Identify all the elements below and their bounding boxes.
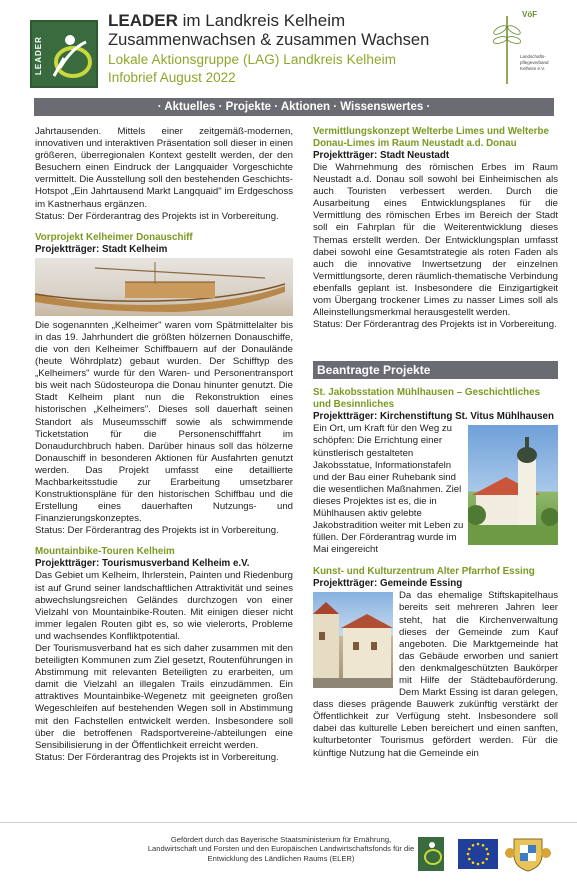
project-body-donauschiff: Die sogenannten „Kelheimer" waren vom Spätmittelalter bis in das 19. Jahrhundert die größten hölzernen Donauschiffe, die von den Kelheimer Schiffbauern auf der Donaulände (heute Wöhrdplatz) gebaut wurden. Der Schifftyp des „Kelheimers" wurde für den Waren- und Personentransport bis weit nach Südosteuropa die Donau hinunter genutzt. Die Stadt Kelheim plant nun die Rekonstruktion eines historischen „Kelheimers". Dieses soll dauerhaft seinen Standort als Museumsschiff sowie als schwimmende Ticketstation für die Personenschifffahrt im Donaudurchbruch haben. Darüber hinaus soll das hölzerne Donauschiff in besonderen Aktionen für Ausfahrten genutzt werden. Das Projekt umfasst eine detaillierte Machbarkeitsstudie zur Erarbeitung umsetzbarer Konstruktionspläne für den historischen Schiffbau und die Erstellung eines dauerhaften Nutzungs- und Finanzierungskonzeptes.: [35, 319, 293, 525]
header-subtitle: Zusammenwachsen & zusammen Wachsen: [108, 31, 430, 49]
vef-logo: [492, 10, 554, 90]
eu-stars-icon: [458, 839, 498, 869]
church-image: [468, 425, 558, 545]
project-status-mountainbike: Status: Der Förderantrag des Projekts ist in Vorbereitung.: [35, 751, 279, 763]
section-beantragte-projekte: Beantragte Projekte: [313, 361, 558, 379]
church-photo: [468, 425, 558, 545]
jakobsstation-block: [313, 423, 558, 556]
header-lag: Lokale Aktionsgruppe (LAG) Landkreis Kelheim: [108, 52, 397, 67]
vef-logo-title: VöF: [522, 10, 538, 19]
header-issue: Infobrief August 2022: [108, 70, 236, 85]
dragonfly-icon: [492, 10, 522, 88]
left-column: [35, 126, 293, 764]
project-body-mountainbike-2: Der Tourismusverband hat es sich daher zusammen mit den beteiligten Kommunen zum Ziel gesetzt, Routenführungen in Abstimmung mit relevanten Beteiligten zu erarbeiten, um damit die Vielzahl an illegalen Trails einzudämmen. Ein attraktives Mountainbike-Wegenetz mit geeigneten großen Wegeschleifen auf bestehenden Wegen soll in Abstimmung mit den Fachstellen entwickelt werden. Insbesondere soll über die betroffenen Radsportvereine-/abteilungen eine Sensibilisierung in der Öffentlichkeit erreicht werden.: [35, 643, 293, 751]
project-title-pfarrhof: Kunst- und Kulturzentrum Alter Pfarrhof Essing: [313, 566, 535, 578]
project-owner-jakobsstation: Projektträger: Kirchenstiftung St. Vitus Mühlhausen: [313, 411, 554, 423]
right-column: [313, 126, 558, 760]
project-title-donauschiff: Vorprojekt Kelheimer Donauschiff: [35, 231, 193, 243]
street-image: [313, 592, 393, 688]
project-owner-mountainbike: Projektträger: Tourismusverband Kelheim e.V.: [35, 558, 250, 570]
bavaria-crest-icon: [504, 833, 552, 873]
street-photo: [313, 592, 393, 688]
project-body-pfarrhof: Da das ehemalige Stiftskapitelhaus bereits seit mehreren Jahren leer steht, hat die Kirchenverwaltung dieses der Gemeinde zum Kauf angeboten. Die Marktgemeinde hat das Gebäude erworben und saniert den denkmalgeschützten Baukörper mit Hilfe der Städtebauförderung. Dem Markt Essing ist daran gelegen, dass dieses prägende Bauwerk zukünftig verstärkt der Öffentlichkeit zur Verfügung steht. Insbesondere soll dabei das kulturelle Leben bereichert und einen sanften, kulturbetonter Tourismus gefördert werden. Für die künftige Nutzung hat die Gemeinde ein: [313, 590, 558, 759]
bavaria-coat-of-arms-logo: [504, 833, 552, 873]
project-body-mountainbike-1: Das Gebiet um Kelheim, Ihrlerstein, Painten und Riedenburg ist auf Grund seiner landschaftlichen Attraktivität und seines abwechslungsreichen Geländes durchzogen von einer Vielzahl von Mountainbike-Routen. Mit einigen dieser nicht immer legalen Routen gibt es, so wie vielerorts, Probleme und wachsendes Konfliktpotential.: [35, 570, 293, 642]
project-title-jakobsstation: St. Jakobsstation Mühlhausen – Geschichtliches und Besinnliches: [313, 387, 541, 411]
funding-notice: Gefördert durch das Bayerische Staatsministerium für Ernährung, Landwirtschaft und Forsten und den Europäischen Landwirtschaftsfonds für die Entwicklung des Ländlichen Raums (ELER): [147, 835, 415, 863]
vef-logo-subtitle: Landschafts-pflegeverband Kelheim e.V.: [520, 54, 549, 71]
leader-logo-text: LEADER: [34, 36, 43, 76]
pfarrhof-block: [313, 590, 558, 759]
project-title-mountainbike: Mountainbike-Touren Kelheim: [35, 546, 175, 558]
project-owner-limes: Projektträger: Stadt Neustadt: [313, 150, 450, 161]
project-title-limes: Vermittlungskonzept Welterbe Limes und Welterbe Donau-Limes im Raum Neustadt a.d. Donau: [313, 126, 549, 149]
project-body-jakobsstation: Ein Ort, um Kraft für den Weg zu schöpfen: Die Errichtung einer künstlerisch gestalteten Jakobsstatue, Informationstafeln und der Bau einer Ruhebank sind die wesentlichen Maßnahmen. Ziel dieses Projektes ist es, die in Mühlhausen aktiv gelebte Jakobstradition weiter mit Leben zu füllen. Der Förderantrag wurde im Mai eingereicht: [313, 423, 464, 556]
header-title: LEADER im Landkreis Kelheim: [108, 11, 346, 30]
project-status-donauschiff: Status: Der Förderantrag des Projekts ist in Vorbereitung.: [35, 525, 279, 537]
page-header: [0, 0, 577, 96]
leader-logo: [30, 20, 98, 88]
leader-emblem-icon: [46, 28, 96, 84]
page-footer: [0, 822, 577, 884]
eu-flag-logo: [458, 839, 498, 869]
footer-leader-icon: [418, 837, 444, 871]
project-status-limes: Status: Der Förderantrag des Projekts ist in Vorbereitung.: [313, 319, 557, 331]
ship-model-photo: [35, 258, 293, 316]
footer-leader-logo: [418, 837, 444, 871]
nav-bar: · Aktuelles · Projekte · Aktionen · Wissenswertes ·: [34, 98, 554, 116]
project-body-limes: Die Wahrnehmung des römischen Erbes im Raum Neustadt a.d. Donau soll sowohl bei Einheimischen als auch Touristen verbessert werden. Durch die Ausarbeitung eines Entwicklungsplanes für die Vermittlung des römischen Erbes im Bereich der Stadt soll ein Fahrplan für die Weiterentwicklung dieses Themas erstellt werden. Der Entwicklungsplan umfasst dabei sowohl eine Gesamtstrategie als roten Faden als auch die innovative Inwertsetzung der einzelnen Vermittlungsorte, deren räumlich-thematische Verbindung ebenfalls geplant ist. Insbesondere die Einzigartigkeit vom Übergang trockener Limes zu nasser Limes soll als Alleinstellungsmerkmal herausgestellt werden.: [313, 162, 558, 319]
project-owner-pfarrhof: Projektträger: Gemeinde Essing: [313, 578, 463, 590]
intro-paragraph: Jahrtausenden. Mittels einer zeitgemäß-modernen, innovativen und interaktiven Präsentation soll dieser in einen größeren, überregionalen Kontext gestellt werden, der den Besuchern einen Eindruck der Langquaider Vorgeschichte vermittelt. Die Ausstellung soll den bestehenden Geschichts-Hotspot „Ein Jahrtausend Markt Langquaid" im Erdgeschoss im Kastnerhaus ergänzen.: [35, 126, 293, 210]
ship-model-image: [35, 258, 293, 316]
intro-status: Status: Der Förderantrag des Projekts ist in Vorbereitung.: [35, 210, 279, 222]
project-owner-donauschiff: Projektträger: Stadt Kelheim: [35, 243, 168, 255]
